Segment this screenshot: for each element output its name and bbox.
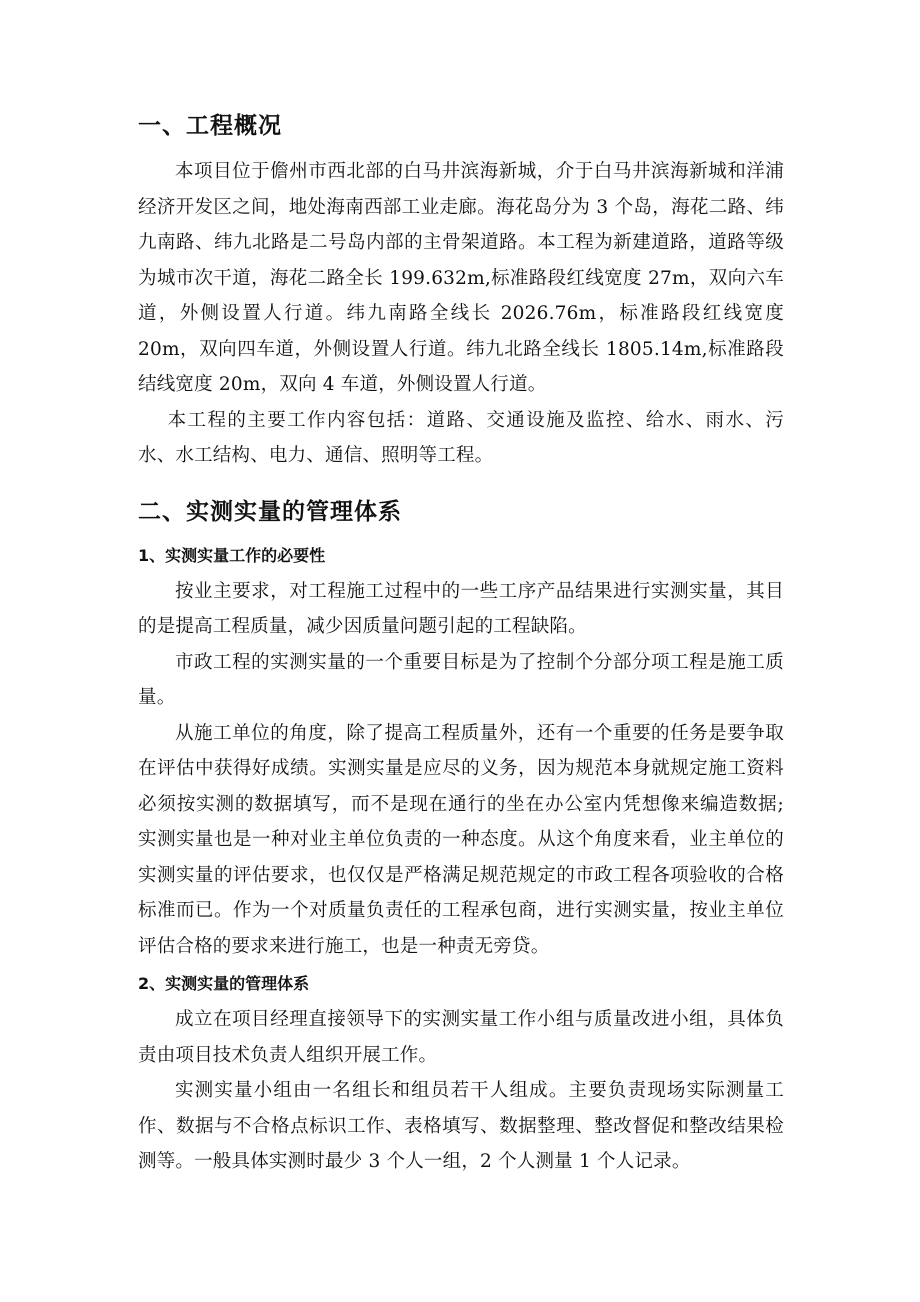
paragraph-project-location: 本项目位于儋州市西北部的白马井滨海新城，介于白马井滨海新城和洋浦经济开发区之间，地处海南西部工业走廊。海花岛分为 3 个岛，海花二路、纬九南路、纬九北路是二号岛内部的主骨架道路。本工程为新建道路，道路等级为城市次干道，海花二路全长 199.632m,标准路段红线宽度 27m，双向六车道，外侧设置人行道。纬九南路全线长 2026.76m，标准路段红线宽度 20m，双向四车道，外侧设置人行道。纬九北路全线长 1805.14m,标准路段结线宽度 20m，双向 4 车道，外侧设置人行道。 <box>138 161 785 395</box>
paragraph-work-scope: 本工程的主要工作内容包括：道路、交通设施及监控、给水、雨水、污水、水工结构、电力、通信、照明等工程。 <box>138 409 784 466</box>
paragraph-municipal-goal: 市政工程的实测实量的一个重要目标是为了控制个分部分项工程是施工质量。 <box>138 651 784 708</box>
section-heading-project-overview: 一、工程概况 <box>138 113 282 139</box>
section-heading-management-system: 二、实测实量的管理体系 <box>138 498 402 525</box>
paragraph-contractor-perspective: 从施工单位的角度，除了提高工程质量外，还有一个重要的任务是要争取在评估中获得好成绩。实测实量是应尽的义务，因为规范本身就规定施工资料必须按实测的数据填写，而不是现在通行的坐在办公室内凭想像来编造数据; 实测实量也是一种对业主单位负责的一种态度。从这个角度来看，业主单位的实测实量的评估要求，也仅仅是严格满足规范规定的市政工程各项验收的合格标准而已。作为一个对质量负责任的工程承包商，进行实测实量，按业主单位评估合格的要求来进行施工，也是一种责无旁贷。 <box>138 722 784 957</box>
paragraph-team-duties: 实测实量小组由一名组长和组员若干人组成。主要负责现场实际测量工作、数据与不合格点标识工作、表格填写、数据整理、整改督促和整改结果检测等。一般具体实测时最少 3 个人一组，2 个人测量 1 个人记录。 <box>138 1080 784 1172</box>
document-page <box>138 106 784 1180</box>
subheading-necessity: 1、实测实量工作的必要性 <box>138 545 326 565</box>
paragraph-team-setup: 成立在项目经理直接领导下的实测实量工作小组与质量改进小组，具体负责由项目技术负责人组织开展工作。 <box>138 1009 784 1066</box>
subheading-management-system: 2、实测实量的管理体系 <box>138 974 310 993</box>
paragraph-owner-requirement: 按业主要求，对工程施工过程中的一些工序产品结果进行实测实量，其目的是提高工程质量，减少因质量问题引起的工程缺陷。 <box>138 580 784 637</box>
